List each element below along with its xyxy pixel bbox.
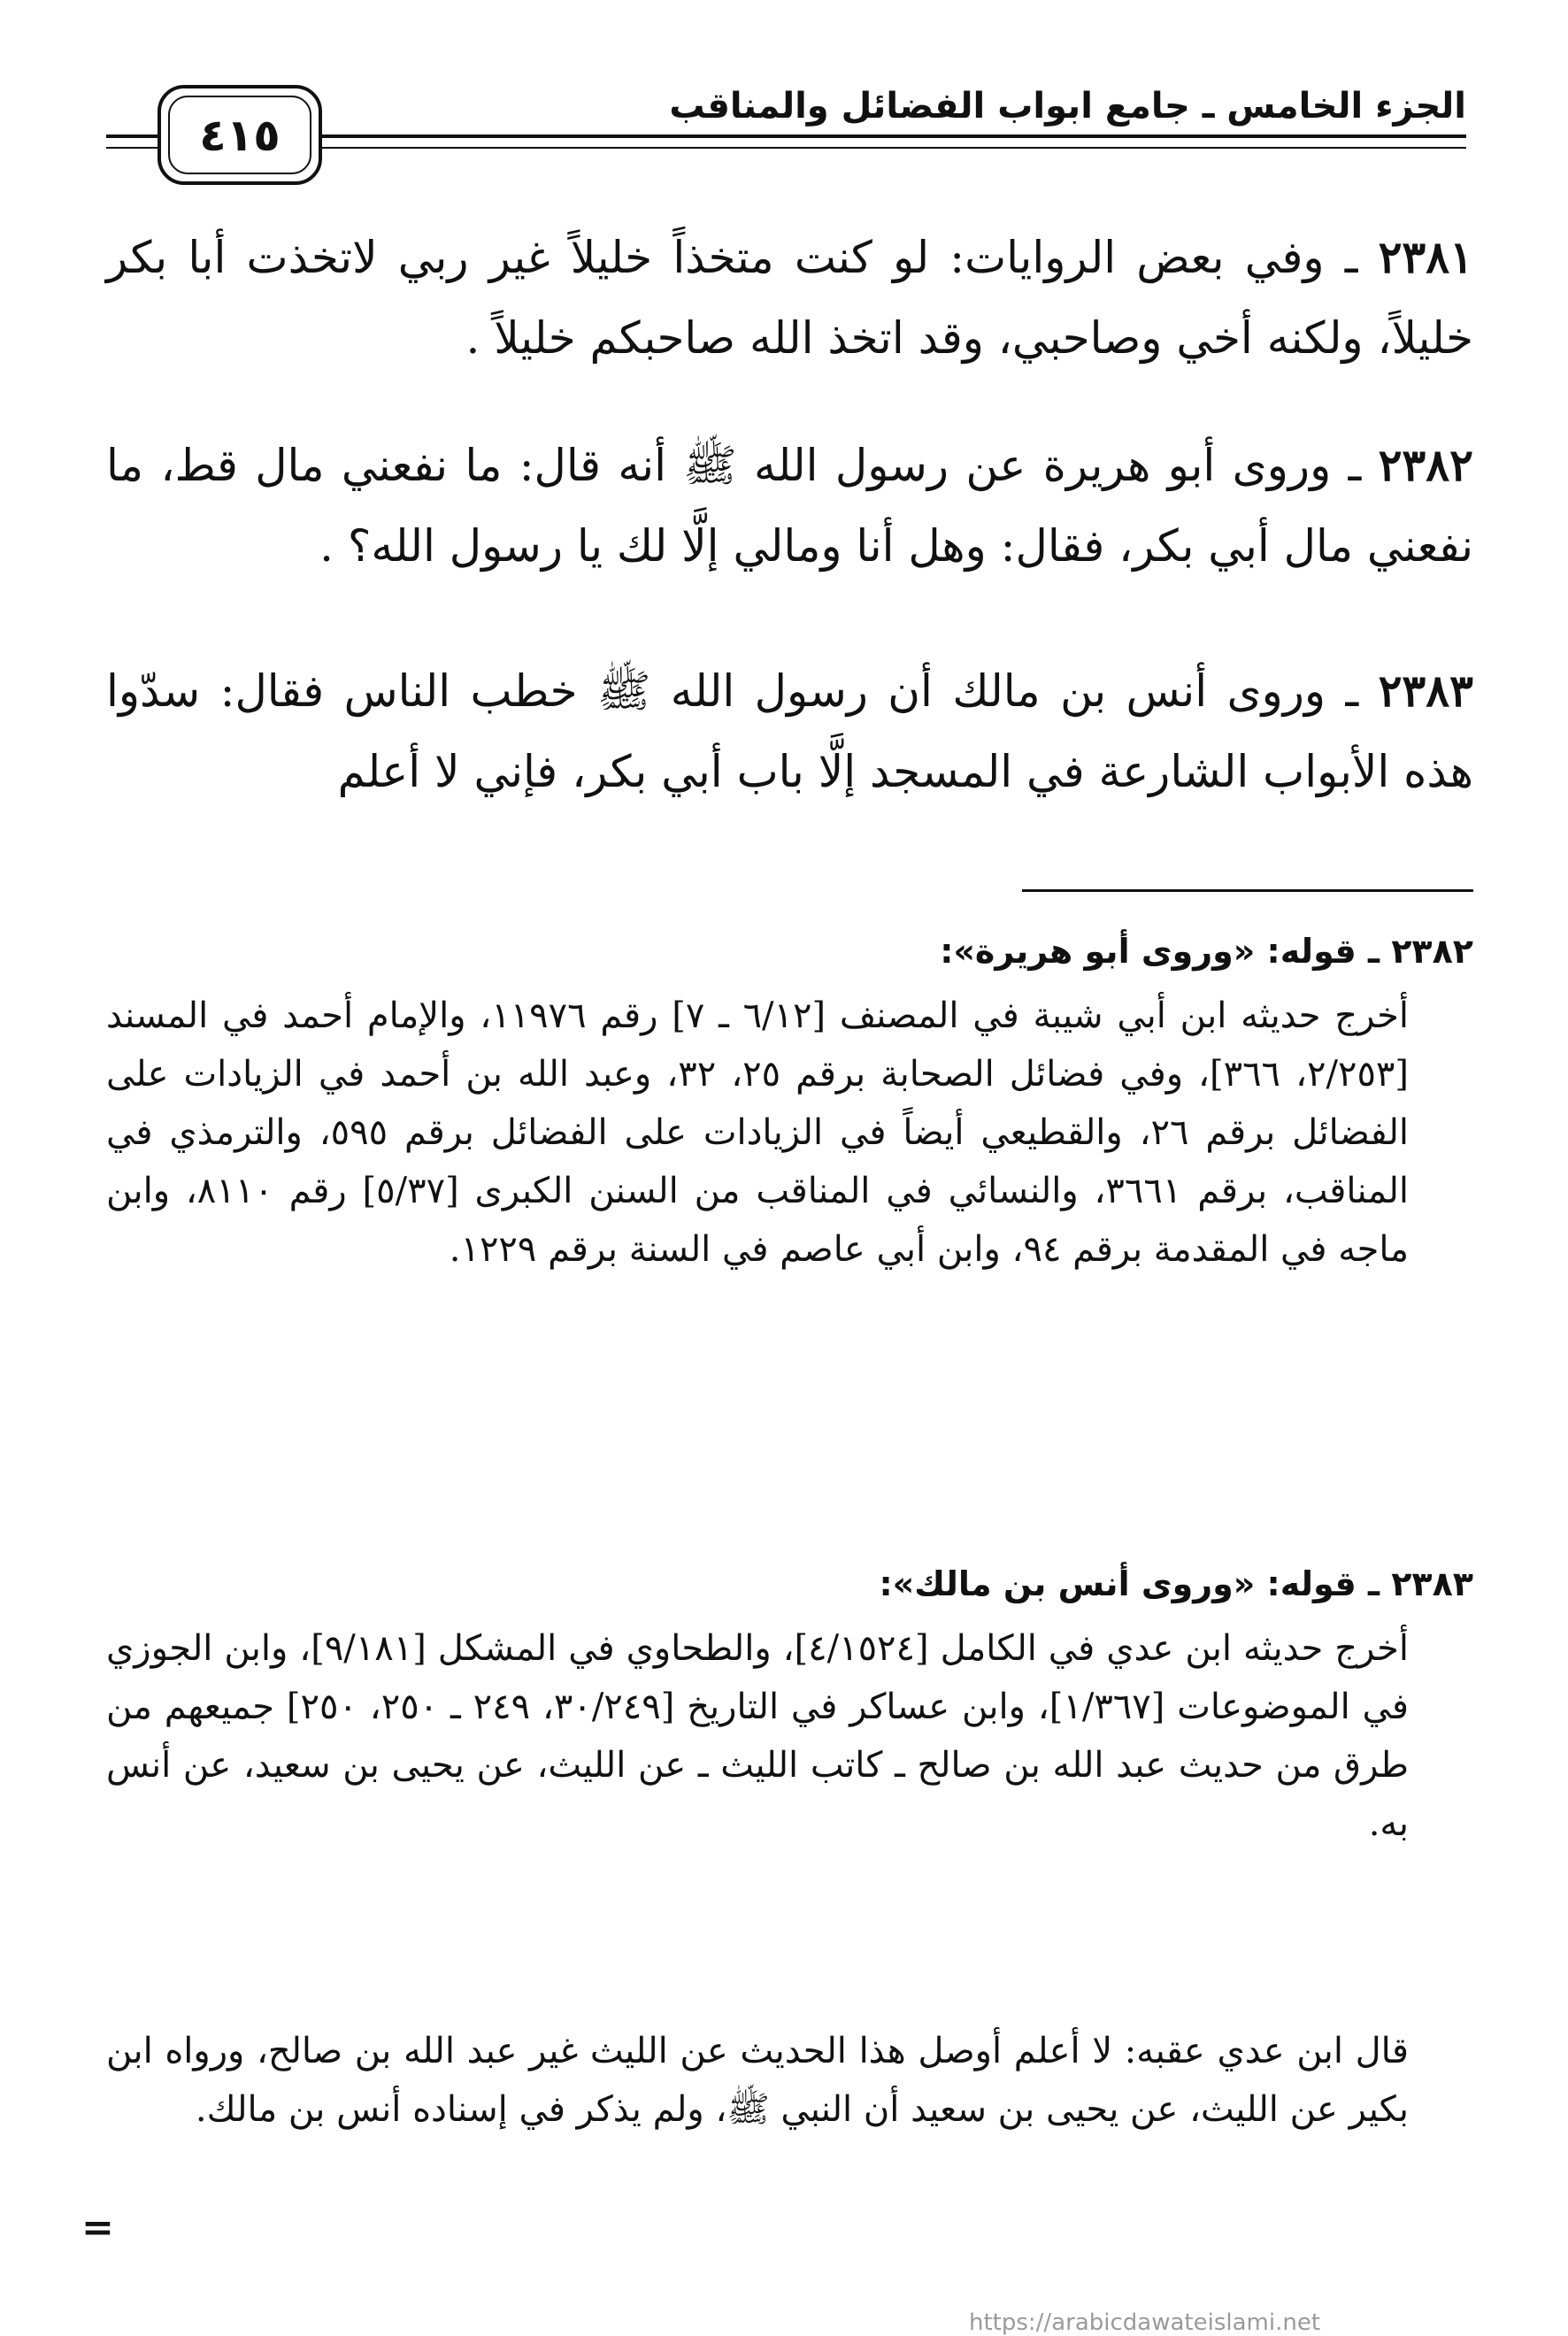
paragraph-2381 — [106, 217, 1473, 379]
paragraph-2383 — [106, 650, 1473, 812]
footnote-divider — [1022, 889, 1473, 892]
watermark-url: https://arabicdawateislami.net — [969, 2309, 1321, 2336]
paragraph-number: ٢٣٨٣ — [1378, 665, 1473, 717]
paragraph-number: ٢٣٨٢ — [1378, 439, 1473, 491]
paragraph-number: ٢٣٨١ — [1378, 231, 1473, 283]
footnote-2382-body: أخرج حديثه ابن أبي شيبة في المصنف [٦/١٢ ـ ٧] رقم ١١٩٧٦، والإمام أحمد في المسند [٢/٢٥٣، ٣٦٦]، وفي فضائل الصحابة برقم ٢٥، ٣٢، وعبد الله بن أحمد في الزيادات على الفضائل برقم ٢٦، والقطيعي أيضاً في الزيادات على الفضائل برقم ٥٩٥، والترمذي في المناقب، برقم ٣٦٦١، والنسائي في المناقب من السنن الكبرى [٥/٣٧] رقم ٨١١٠، وابن ماجه في المقدمة برقم ٩٤، وابن أبي عاصم في السنة برقم ١٢٢٩. — [106, 995, 1410, 1270]
continuation-mark: = — [81, 2205, 114, 2250]
paragraph-text: ـ وروى أبو هريرة عن رسول الله ﷺ أنه قال: ما نفعني مال قط، ما نفعني مال أبي بكر، فقال: وهل أنا ومالي إلَّا لك يا رسول الله؟ . — [106, 440, 1473, 572]
running-title: الجزء الخامس ـ جامع ابواب الفضائل والمناقب — [669, 86, 1466, 127]
footnote-2383-note: قال ابن عدي عقبه: لا أعلم أوصل هذا الحديث عن الليث غير عبد الله بن صالح، ورواه ابن بكير عن الليث، عن يحيى بن سعيد أن النبي ﷺ، ولم يذكر في إسناده أنس بن مالك. — [106, 2031, 1409, 2130]
footnote-2382-heading: ٢٣٨٢ ـ قوله: «وروى أبو هريرة»: — [940, 932, 1473, 971]
footnote-2383-body: أخرج حديثه ابن عدي في الكامل [٤/١٥٢٤]، والطحاوي في المشكل [٩/١٨١]، وابن الجوزي في الموضوعات [١/٣٦٧]، وابن عساكر في التاريخ [٣٠/٢٤٩، ٢٤٩ ـ ٢٥٠، ٢٥٠] جميعهم من طرق من حديث عبد الله بن صالح ـ كاتب الليث ـ عن الليث، عن يحيى بن سعيد، عن أنس به. — [106, 1628, 1410, 1844]
paragraph-text: ـ وفي بعض الروايات: لو كنت متخذاً خليلاً غير ربي لاتخذت أبا بكر خليلاً، ولكنه أخي وصاحبي، وقد اتخذ الله صاحبكم خليلاً . — [106, 232, 1473, 364]
paragraph-2382 — [106, 425, 1473, 587]
page-number: ٤١٥ — [168, 96, 311, 174]
page-number-frame — [158, 85, 322, 185]
footnote-2383-heading: ٢٣٨٣ ـ قوله: «وروى أنس بن مالك»: — [879, 1564, 1473, 1603]
paragraph-text: ـ وروى أنس بن مالك أن رسول الله ﷺ خطب الناس فقال: سدّوا هذه الأبواب الشارعة في المسجد إلَّا باب أبي بكر، فإني لا أعلم — [106, 665, 1473, 797]
